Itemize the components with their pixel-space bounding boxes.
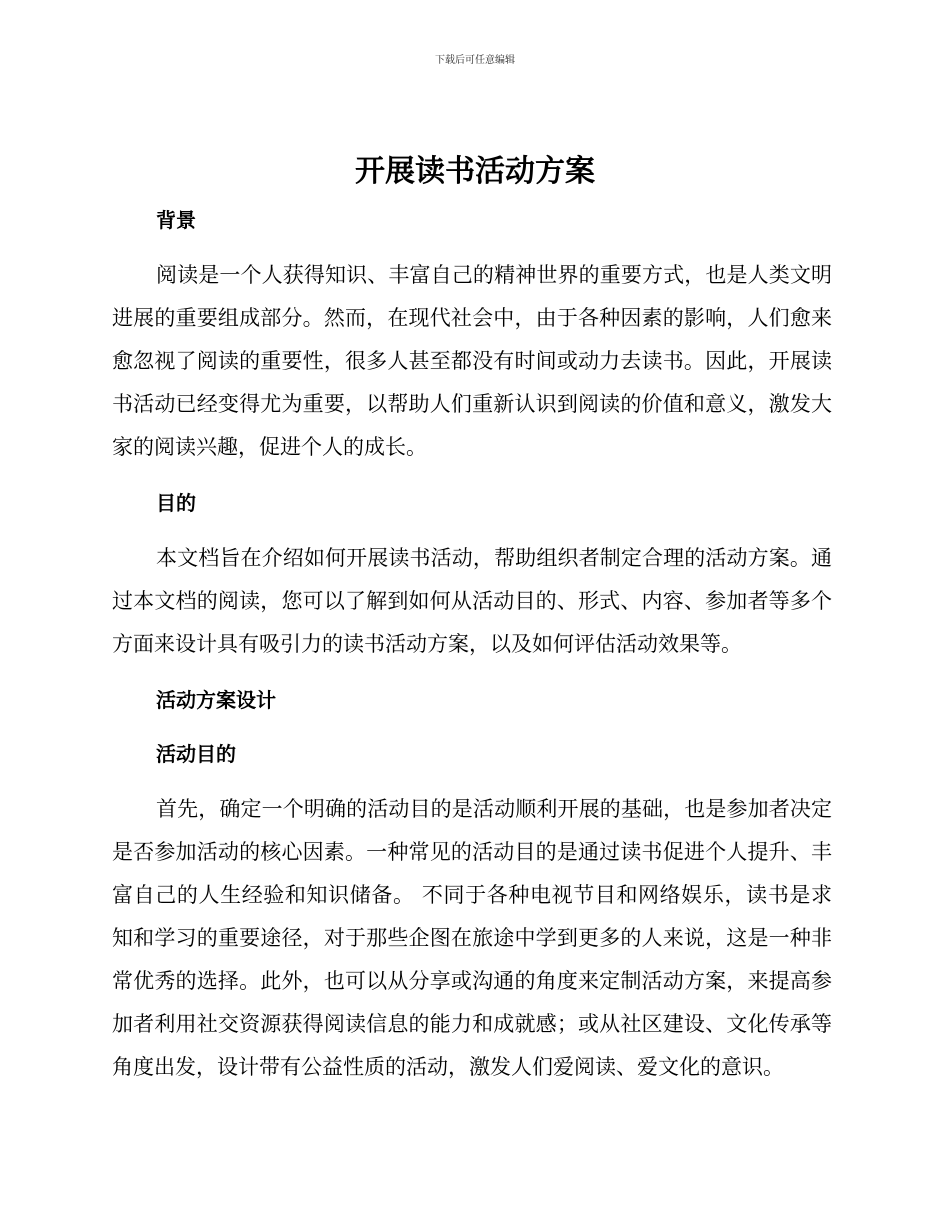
section-paragraph-purpose: 本文档旨在介绍如何开展读书活动，帮助组织者制定合理的活动方案。通过本文档的阅读，您可以了解到如何从活动目的、形式、内容、参加者等多个方面来设计具有吸引力的读书活动方案，以及如何评估活动效果等。 [112, 546, 832, 656]
document-title: 开展读书活动方案 [355, 154, 595, 189]
section-heading-background: 背景 [156, 208, 196, 232]
section-paragraph-activity-purpose: 首先，确定一个明确的活动目的是活动顺利开展的基础，也是参加者决定是否参加活动的核心因素。一种常见的活动目的是通过读书促进个人提升、丰富自己的人生经验和知识储备。 不同于各种电视节目和网络娱乐，读书是求知和学习的重要途径，对于那些企图在旅途中学到更多的人来说，这是一种非常优秀的选择。此外，也可以从分享或沟通的角度来定制活动方案，来提高参加者利用社交资源获得阅读信息的能力和成就感；或从社区建设、文化传承等角度出发，设计带有公益性质的活动，激发人们爱阅读、爱文化的意识。 [112, 797, 832, 1079]
section-heading-activity-purpose: 活动目的 [156, 742, 236, 766]
section-heading-activity-design: 活动方案设计 [156, 688, 276, 712]
section-heading-purpose: 目的 [156, 491, 196, 515]
document-body [112, 200, 832, 1103]
section-paragraph-background: 阅读是一个人获得知识、丰富自己的精神世界的重要方式，也是人类文明进展的重要组成部分。然而，在现代社会中，由于各种因素的影响，人们愈来愈忽视了阅读的重要性，很多人甚至都没有时间或动力去读书。因此，开展读书活动已经变得尤为重要，以帮助人们重新认识到阅读的价值和意义，激发大家的阅读兴趣，促进个人的成长。 [112, 263, 832, 459]
page-header-note: 下载后可任意编辑 [435, 55, 515, 66]
